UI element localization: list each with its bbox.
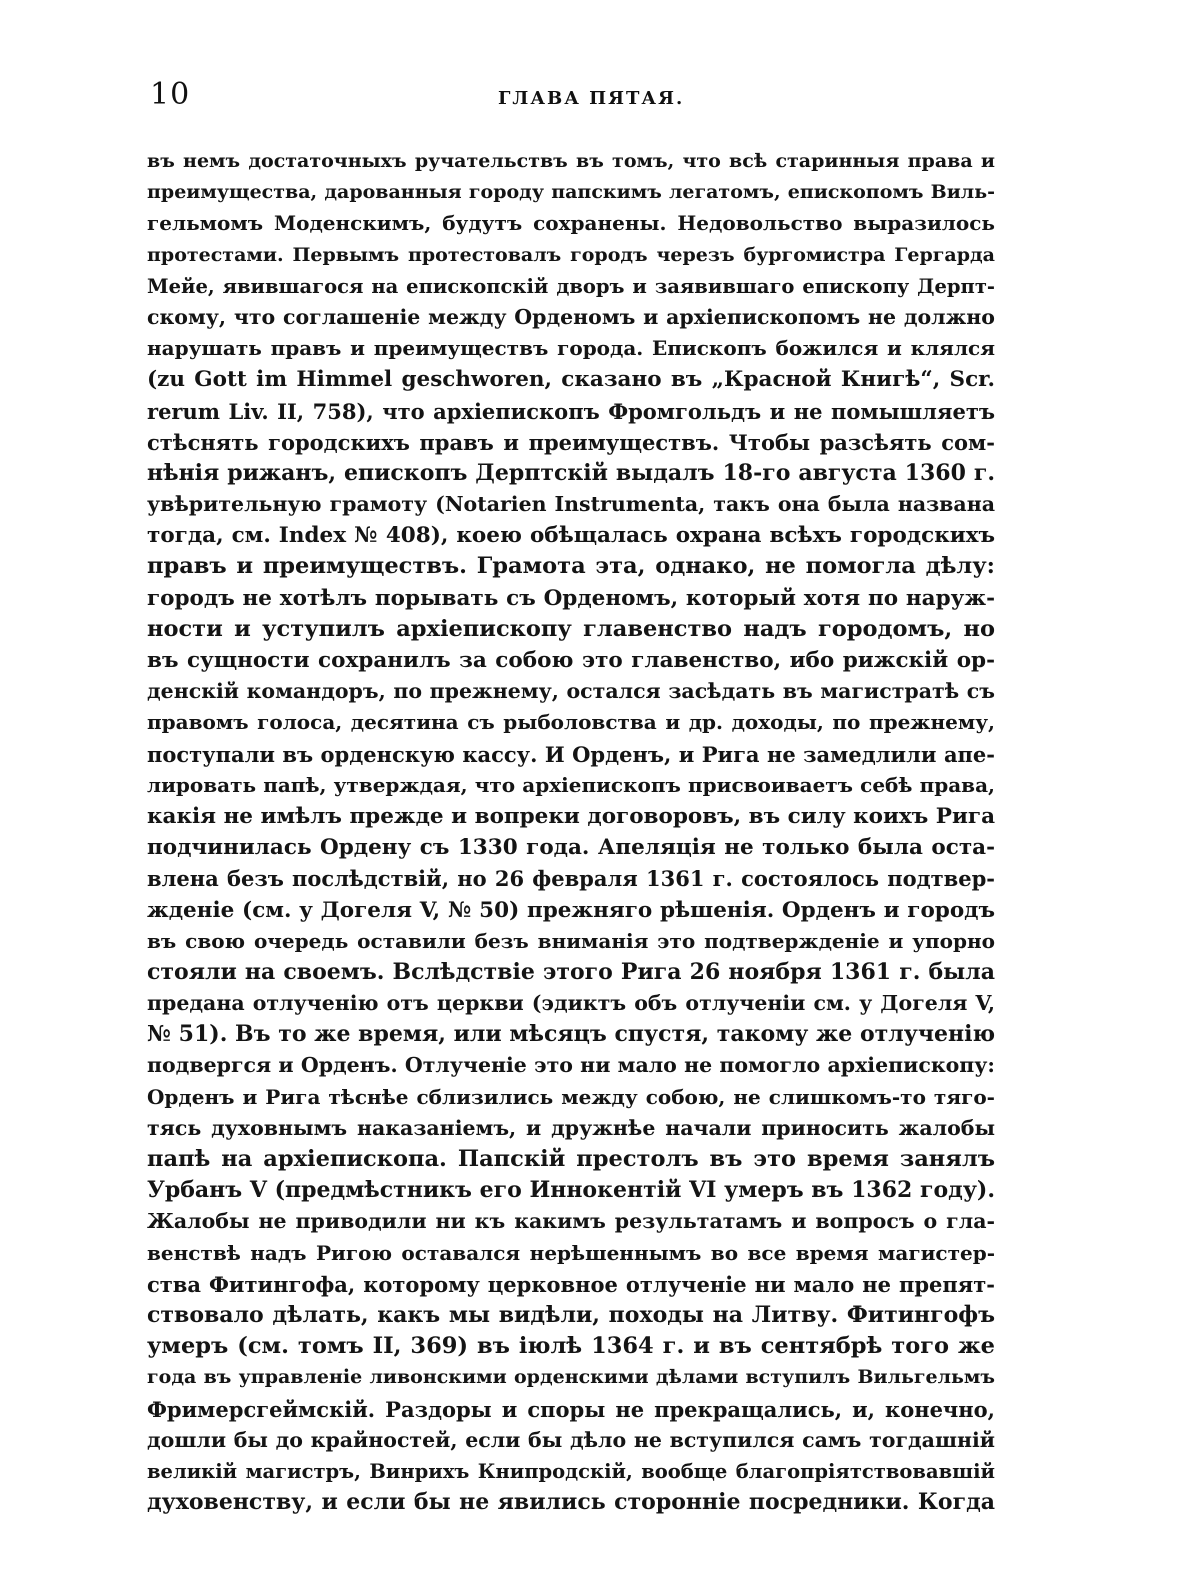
text-line: нарушать правъ и преимуществъ города. Епископъ божился и клялся (147, 336, 995, 361)
text-line: лировать папѣ, утверждая, что архіепископъ присвоиваетъ себѣ права, (147, 772, 995, 797)
text-line: ствовало дѣлать, какъ мы видѣли, походы на Литву. Фитингофъ (147, 1301, 995, 1328)
text-line: № 51). Въ то же время, или мѣсяцъ спустя, такому же отлученію (147, 1021, 995, 1048)
text-line: въ свою очередь оставили безъ вниманія это подтвержденіе и упорно (147, 928, 995, 953)
text-line: увѣрительную грамоту (Notarien Instrumenta, такъ она была названа (147, 492, 995, 517)
body-text (147, 146, 995, 1518)
text-line: года въ управленіе ливонскими орденскими дѣлами вступилъ Вильгельмъ (147, 1366, 995, 1389)
text-line: Фримерсгеймскій. Раздоры и споры не прекращались, и, конечно, (147, 1396, 995, 1422)
text-line: великій магистръ, Винрихъ Книпродскій, вообще благопріятствовавшій (147, 1459, 995, 1483)
text-line: ства Фитингофа, которому церковное отлученіе ни мало не препят- (147, 1271, 995, 1297)
text-line: преимущества, дарованныя городу папскимъ легатомъ, епископомъ Виль- (147, 181, 995, 204)
page-number: 10 (150, 77, 191, 112)
text-line: въ сущности сохранилъ за собою это главенство, ибо рижскій ор- (147, 648, 995, 673)
text-line: ности и уступилъ архіепископу главенство надъ городомъ, но (147, 615, 995, 642)
text-line: Орденъ и Рига тѣснѣе сблизились между собою, не слишкомъ-то тяго- (147, 1084, 995, 1109)
text-line: правомъ голоса, десятина съ рыболовства и др. доходы, по прежнему, (147, 710, 995, 735)
text-line: жденіе (см. у Догеля V, № 50) прежняго рѣшенія. Орденъ и городъ (147, 897, 995, 923)
text-line: скому, что соглашеніе между Орденомъ и архіепископомъ не должно (147, 304, 995, 329)
text-line: въ немъ достаточныхъ ручательствъ въ томъ, что всѣ старинныя права и (147, 150, 995, 172)
text-line: городъ не хотѣлъ порывать съ Орденомъ, который хотя по наруж- (147, 585, 995, 611)
text-line: нѣнія рижанъ, епископъ Дерптскій выдалъ 18-го августа 1360 г. (147, 459, 995, 486)
text-line: денскій командоръ, по прежнему, остался засѣдать въ магистратѣ съ (147, 679, 995, 704)
text-line: тясь духовнымъ наказаніемъ, и дружнѣе начали приносить жалобы (147, 1115, 995, 1140)
text-line: дошли бы до крайностей, если бы дѣло не вступился самъ тогдашній (147, 1427, 995, 1452)
running-title: ГЛАВА ПЯТАЯ. (498, 88, 685, 109)
text-line: стояли на своемъ. Вслѣдствіе этого Рига 26 ноября 1361 г. была (147, 958, 995, 985)
text-line: подчинилась Ордену съ 1330 года. Апеляція не только была оста- (147, 835, 995, 861)
text-line: влена безъ послѣдствій, но 26 февраля 1361 г. состоялось подтвер- (147, 866, 995, 892)
text-line: умеръ (см. томъ II, 369) въ іюлѣ 1364 г. и въ сентябрѣ того же (147, 1333, 995, 1360)
text-line: предана отлученію отъ церкви (эдиктъ объ отлученіи см. у Догеля V, (147, 991, 995, 1016)
text-line: какія не имѣлъ прежде и вопреки договоровъ, въ силу коихъ Рига (147, 803, 995, 829)
text-line: венствѣ надъ Ригою оставался нерѣшеннымъ во все время магистер- (147, 1240, 995, 1265)
text-line: гельмомъ Моденскимъ, будутъ сохранены. Недовольство выразилось (147, 211, 995, 236)
text-line: папѣ на архіепископа. Папскій престолъ въ это время занялъ (147, 1146, 995, 1172)
text-line: правъ и преимуществъ. Грамота эта, однако, не помогла дѣлу: (147, 553, 995, 580)
text-line: подвергся и Орденъ. Отлученіе это ни мало не помогло архіепископу: (147, 1053, 995, 1078)
text-line: протестами. Первымъ протестовалъ городъ черезъ бургомистра Гергарда (147, 243, 995, 266)
text-line: стѣснять городскихъ правъ и преимуществъ. Чтобы разсѣять сом- (147, 429, 995, 455)
text-line: поступали въ орденскую кассу. И Орденъ, и Рига не замедлили апе- (147, 741, 995, 767)
text-line: тогда, см. Index № 408), коею обѣщалась охрана всѣхъ городскихъ (147, 523, 995, 549)
text-line: Мейе, явившагося на епископскій дворъ и заявившаго епископу Дерпт- (147, 274, 995, 298)
text-line: Урбанъ V (предмѣстникъ его Иннокентій VI умеръ въ 1362 году). (147, 1177, 995, 1204)
text-line: духовенству, и если бы не явились сторонніе посредники. Когда (147, 1489, 995, 1516)
text-line: rerum Liv. II, 758), что архіепископъ Фромгольдъ и не помышляетъ (147, 398, 995, 424)
text-line: Жалобы не приводили ни къ какимъ результатамъ и вопросъ о гла- (147, 1209, 995, 1234)
text-line: (zu Gott im Himmel geschworen, сказано въ „Красной Книгѣ“, Scr. (147, 367, 995, 393)
